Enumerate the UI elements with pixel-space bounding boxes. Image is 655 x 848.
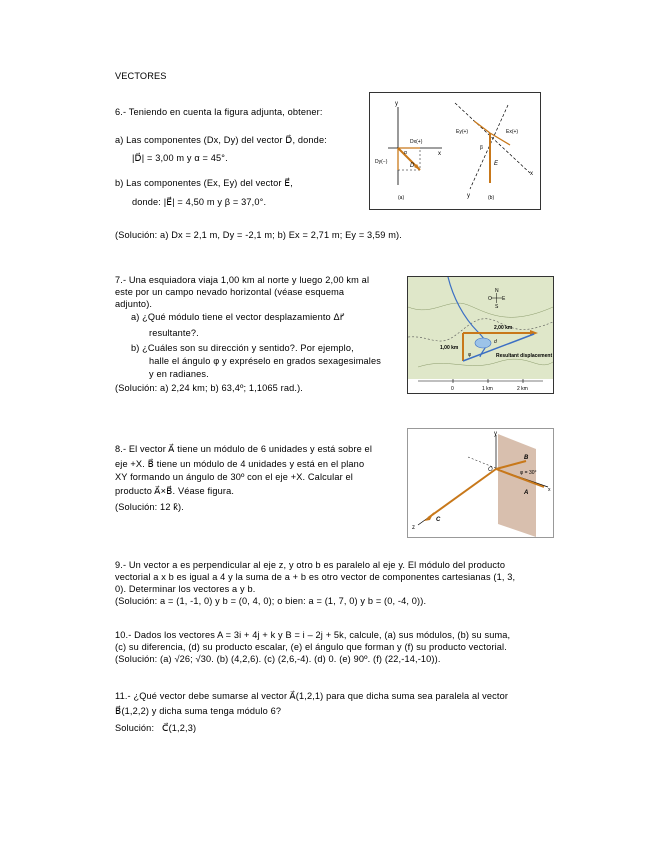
problem-6-a-line2: |D⃗| = 3,00 m y α = 45°. [132, 153, 228, 163]
problem-6-b-line1: b) Las componentes (Ex, Ey) del vector E⃗, [115, 178, 293, 188]
problem-7-solution: (Solución: a) 2,24 km; b) 63,4º; 1,1065 rad.). [115, 383, 303, 393]
problem-11-line2: B⃗(1,2,2) y dicha suma tenga módulo 6? [115, 706, 282, 716]
problem-9-line3: 0). Determinar los vectores a y b. [115, 584, 256, 594]
fig8-plane [498, 434, 536, 537]
figure-ski-map [407, 276, 554, 394]
problem-7-line3: adjunto). [115, 299, 153, 309]
problem-7-b-line3: y en radianes. [149, 369, 209, 379]
map-resultant-label: Resultant displacement [496, 353, 553, 359]
fig6a-x-label: x [438, 151, 441, 157]
fig6a-dx-label: Dx(+) [410, 139, 423, 145]
map-lake [475, 338, 491, 348]
problem-11-solution-value: C⃗(1,2,3) [162, 723, 197, 733]
problem-10-solution: (Solución: (a) √26; √30. (b) (4,2,6). (c) (2,6,-4). (d) 0. (e) 90º. (f) (22,-14,-10)). [115, 654, 441, 664]
fig6b-vector-ey [474, 121, 490, 133]
problem-9-line2: vectorial a x b es igual a 4 y la suma de a + b es otro vector de componentes cartesianas (1, 3, [115, 572, 516, 582]
figure-6-svg [370, 93, 540, 209]
problem-7-b-line1: b) ¿Cuáles son su dirección y sentido?. Por ejemplo, [131, 343, 354, 353]
figure-8-svg [408, 429, 553, 537]
figure-vectors-d-e [369, 92, 541, 210]
fig6a-d-label: D [410, 163, 415, 169]
fig6a-y-label: y [395, 101, 398, 107]
fig8-b-label: B [524, 455, 529, 461]
fig6b-caption: (b) [488, 195, 495, 201]
fig8-vector-c-head [424, 512, 434, 521]
map-scale-label-0: 0 [451, 386, 454, 392]
fig8-o-label: O [488, 467, 493, 473]
fig8-x-label: x [548, 487, 551, 493]
fig6b-x-axis [455, 103, 530, 173]
problem-7-a-line1: a) ¿Qué módulo tiene el vector desplazamiento Δr⃗ [131, 312, 344, 322]
problem-7-line2: este por un campo nevado horizontal (véase esquema [115, 287, 345, 297]
fig6a-caption: (a) [398, 195, 405, 201]
problem-10-line2: (c) su diferencia, (d) su producto escalar, (e) el ángulo que forman y (f) su producto vectorial. [115, 642, 507, 652]
problem-11-solution-label: Solución: [115, 723, 155, 733]
fig6b-x-label: x [530, 171, 533, 177]
map-1km-label: 1,00 km [440, 345, 459, 351]
fig6b-e-label: E [494, 161, 499, 167]
map-d-label: d [494, 339, 497, 345]
fig6a-dy-label: Dy(−) [375, 159, 388, 165]
problem-7-a-line2: resultante?. [149, 328, 199, 338]
problem-8-line4: producto A⃗×B⃗. Véase figura. [115, 486, 235, 496]
figure-7-svg [408, 277, 553, 393]
fig8-phi-label: φ = 30° [520, 470, 537, 476]
problem-8-line2: eje +X. B⃗ tiene un módulo de 4 unidades y está en el plano [115, 459, 365, 469]
problem-6-intro: 6.- Teniendo en cuenta la figura adjunta, obtener: [115, 107, 323, 117]
problem-7-line1: 7.- Una esquiadora viaja 1,00 km al norte y luego 2,00 km al [115, 275, 370, 285]
fig6b-ex-label: Ex(+) [506, 129, 519, 135]
page-title: VECTORES [115, 71, 167, 81]
problem-8-line3: XY formando un ángulo de 30º con el eje +X. Calcular el [115, 472, 353, 482]
fig8-vector-c [428, 469, 496, 518]
problem-9-solution: (Solución: a = (1, -1, 0) y b = (0, 4, 0); o bien: a = (1, 7, 0) y b = (0, -4, 0)). [115, 596, 427, 606]
problem-6-b-line2: donde: |E⃗| = 4,50 m y β = 37,0°. [132, 197, 267, 207]
problem-11-line1: 11.- ¿Qué vector debe sumarse al vector A⃗(1,2,1) para que dicha suma sea paralela al vector [115, 691, 509, 701]
problem-8-line1: 8.- El vector A⃗ tiene un módulo de 6 unidades y está sobre el [115, 444, 373, 454]
fig8-z-label: z [412, 525, 415, 531]
fig6b-ey-label: Ey(+) [456, 129, 469, 135]
map-compass-s: S [495, 304, 499, 310]
problem-7-b-line2: halle el ángulo φ y expréselo en grados sexagesimales [149, 356, 381, 366]
fig8-a-label: A [524, 490, 529, 496]
fig8-y-label: y [494, 431, 497, 437]
problem-10-line1: 10.- Dados los vectores A = 3i + 4j + k y B = i – 2j + 5k, calcule, (a) sus módulos, (b) su suma, [115, 630, 511, 640]
fig6b-beta-label: β [480, 145, 483, 151]
map-phi-label: φ [468, 352, 472, 358]
problem-8-solution: (Solución: 12 k̂). [115, 502, 184, 512]
map-compass-e: E [502, 296, 506, 302]
map-background [408, 277, 553, 379]
fig6a-alpha-label: α [404, 150, 407, 156]
fig6b-y-label: y [467, 193, 470, 199]
map-compass-w: O [488, 296, 492, 302]
problem-9-line1: 9.- Un vector a es perpendicular al eje z, y otro b es paralelo al eje y. El módulo del producto [115, 560, 506, 570]
map-scale-label-2: 2 km [517, 386, 528, 392]
map-scale-label-1: 1 km [482, 386, 493, 392]
problem-6-a-line1: a) Las componentes (Dx, Dy) del vector D⃗, donde: [115, 135, 327, 145]
map-2km-label: 2,00 km [494, 325, 513, 331]
problem-6-solution: (Solución: a) Dx = 2,1 m, Dy = -2,1 m; b) Ex = 2,71 m; Ey = 3,59 m). [115, 230, 402, 240]
figure-cross-product [407, 428, 554, 538]
map-compass-n: N [495, 288, 499, 294]
fig8-c-label: C [436, 517, 441, 523]
